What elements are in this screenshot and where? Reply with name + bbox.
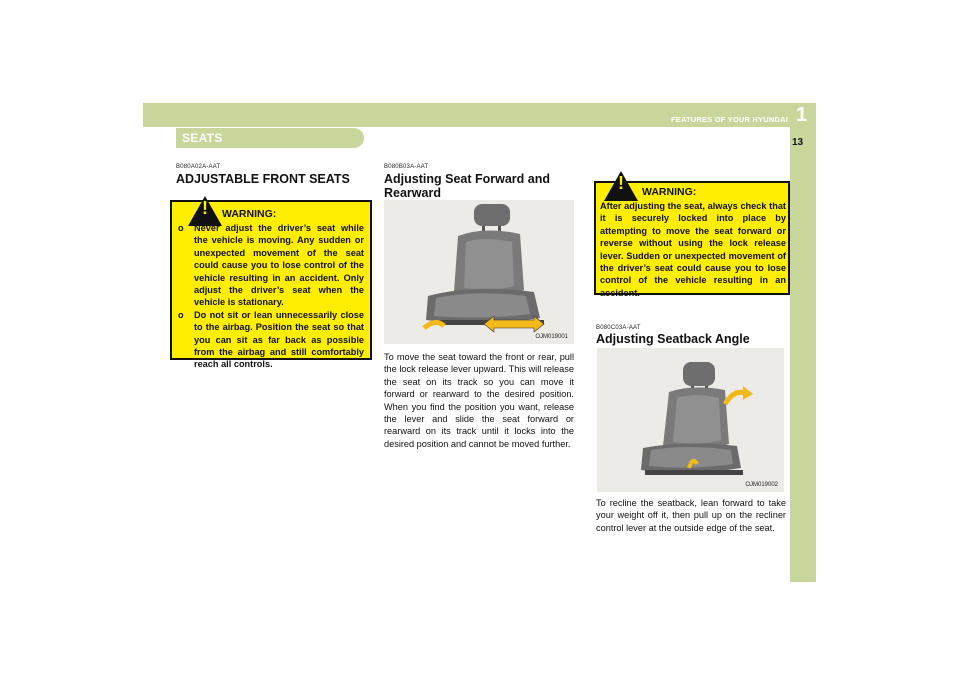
sidebar-band — [790, 127, 816, 582]
seat-photo — [384, 200, 574, 344]
warning-title: WARNING: — [642, 186, 697, 198]
section-heading: Adjusting Seatback Angle — [596, 332, 750, 346]
section-heading: ADJUSTABLE FRONT SEATS — [176, 172, 350, 186]
chapter-number: 1 — [796, 104, 808, 126]
seat-photo — [597, 348, 784, 492]
exclamation-icon: ! — [618, 173, 624, 193]
warning-text: After adjusting the seat, always check that it is securely locked into place by attempting to move the seat forward or reverse without using the lock release lever. Sudden or unexpected movement of the driver’s seat could cause you to lose control of the vehicle resulting in an accident. — [600, 201, 786, 298]
warning-title: WARNING: — [222, 208, 277, 220]
section-tab — [176, 128, 364, 148]
photo-code: OJM019001 — [535, 334, 568, 340]
warning-item: o Never adjust the driver’s seat while the vehicle is moving. Any sudden or unexpected movement of the seat could cause you to lose control of the vehicle resulting in an accident. Only adjust the driver’s seat when the vehicle is stationary. — [178, 223, 364, 308]
section-code: B080B03A-AAT — [384, 164, 429, 170]
warning-box — [170, 198, 372, 370]
chapter-title: FEATURES OF YOUR HYUNDAI — [670, 115, 788, 124]
photo-code: OJM019002 — [745, 482, 778, 488]
warning-box — [594, 173, 790, 298]
warning-item: o Do not sit or lean unnecessarily close to the airbag. Position the seat so that you can sit as far back as possible from the airbag and still comfortably reach all controls. — [178, 309, 364, 370]
section-tab-label: SEATS — [182, 131, 223, 145]
section-heading: Adjusting Seat Forward and Rearward — [384, 172, 550, 200]
body-text: To move the seat toward the front or rear, pull the lock release lever upward. This will release the seat on its track so you can move it forward or rearward to the desired position. When you find the position you want, release the lever and slide the seat forward or rearward on its track until it locks into the desired position and cannot be moved further. — [384, 352, 574, 449]
exclamation-icon: ! — [202, 198, 208, 218]
section-code: B080A02A-AAT — [176, 164, 221, 170]
page-number: 13 — [792, 137, 804, 148]
section-code: B080C03A-AAT — [596, 325, 641, 331]
body-text: To recline the seatback, lean forward to take your weight off it, then pull up on the recliner control lever at the outside edge of the seat. — [596, 498, 786, 533]
warning-list — [178, 222, 364, 371]
